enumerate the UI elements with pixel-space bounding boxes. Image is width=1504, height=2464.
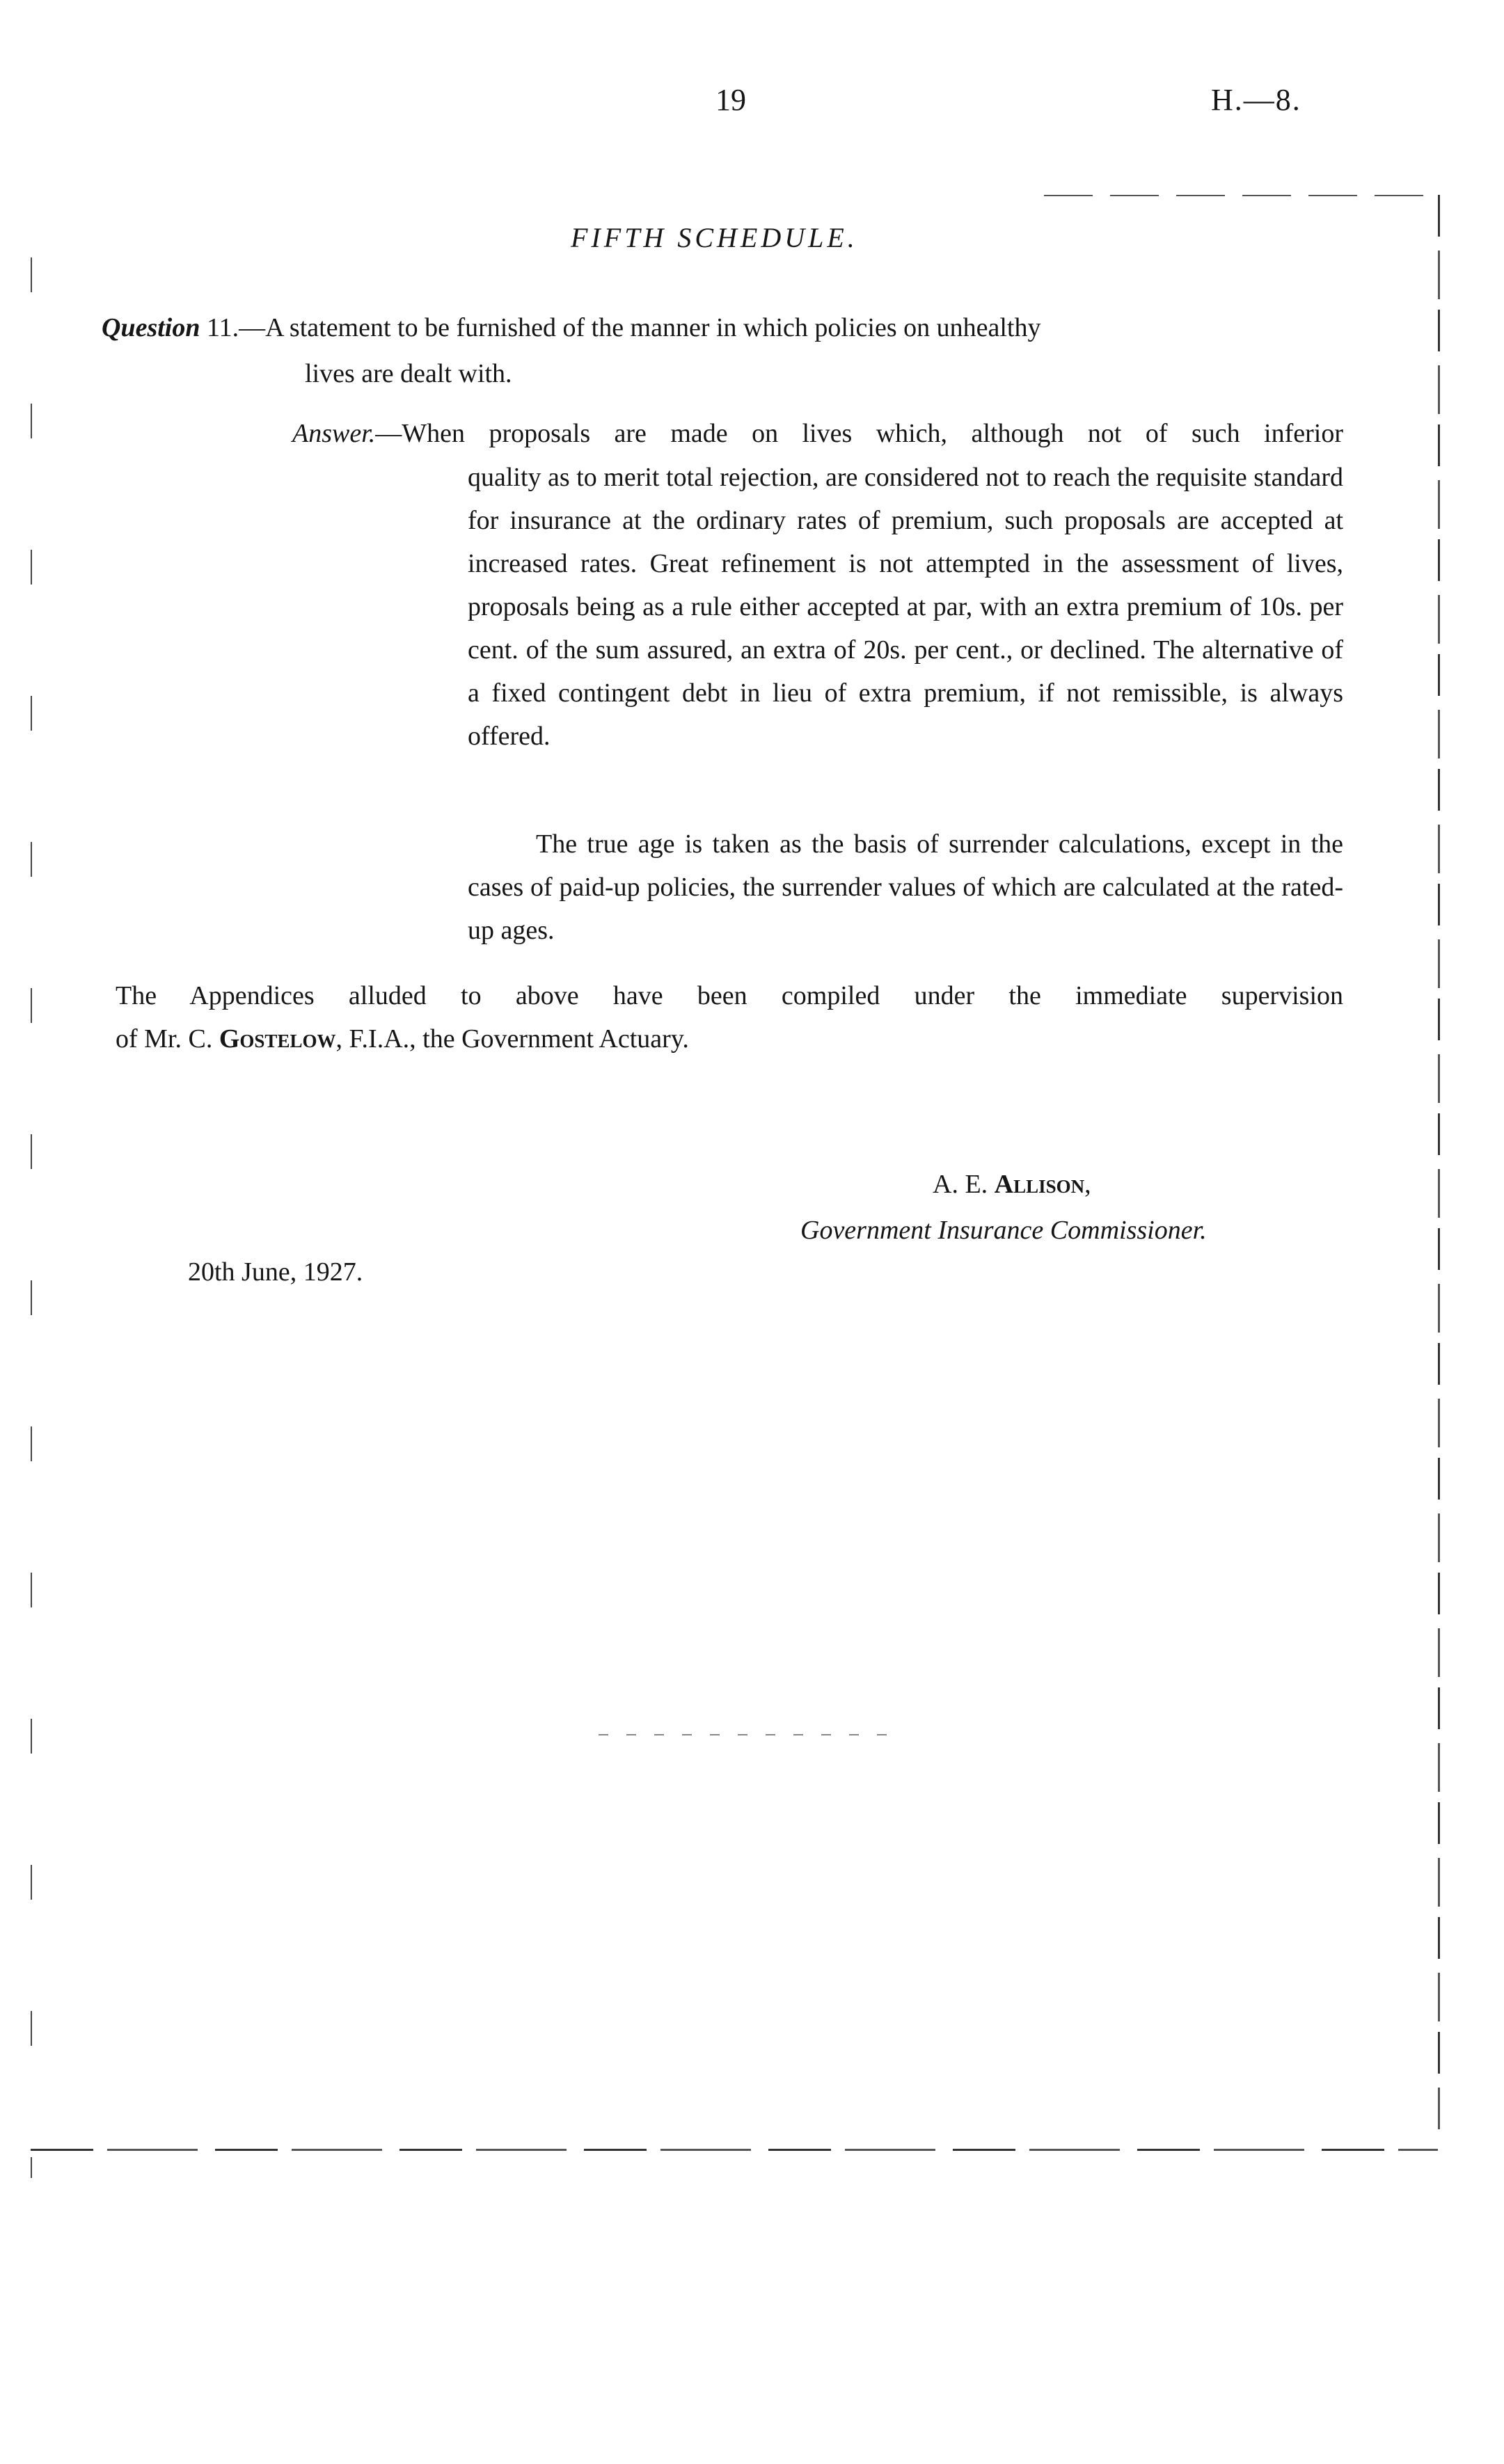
schedule-title: FIFTH SCHEDULE. — [571, 222, 858, 253]
answer-first-line — [292, 412, 1343, 455]
question-line — [102, 306, 1340, 349]
answer-first-text: —When proposals are made on lives which, although not of such inferior — [375, 419, 1343, 448]
signature-name — [933, 1169, 1091, 1200]
answer-label: Answer. — [292, 419, 376, 448]
document-code: H.—8. — [1211, 83, 1301, 117]
question-text: 11.—A statement to be furnished of the manner in which policies on unhealthy — [200, 313, 1041, 342]
answer-body: quality as to merit total rejection, are considered not to reach the requisite standard for insurance at the ordinary rates of premium, such proposals are accepted at increased rates. Great refinement is not attempted in the assessment of lives, proposals being as a rule either accepted at par, with an extra premium of 10s. per cent. of the sum assured, an extra of 20s. per cent., or declined. The alternative of a fixed contingent debt in lieu of extra premium, if not remissible, is always offered. — [468, 463, 1343, 751]
appendix-note-line1: The Appendices alluded to above have been compiled under the immediate supervision — [116, 981, 1343, 1010]
appendix-prefix: of Mr. C. — [116, 1024, 219, 1054]
document-date: 20th June, 1927. — [188, 1257, 363, 1287]
scan-dash-mid — [599, 1734, 905, 1735]
answer-paragraph-2-text: The true age is taken as the basis of surrender calculations, except in the cases of paid-up policies, the surrender values of which are calculated at the rated-up ages. — [468, 829, 1343, 945]
page-number: 19 — [715, 83, 746, 117]
scan-rule-right — [1438, 195, 1440, 2129]
signature-surname: Allison — [994, 1170, 1085, 1199]
scan-rule-top — [1044, 195, 1438, 196]
scan-rule-left — [31, 230, 32, 2178]
signature-title: Government Insurance Commissioner. — [800, 1216, 1207, 1245]
appendix-note-line2 — [116, 1017, 689, 1060]
question-continuation: lives are dealt with. — [305, 359, 512, 388]
scan-rule-bottom — [31, 2149, 1438, 2151]
appendix-suffix: , F.I.A., the Government Actuary. — [335, 1024, 689, 1054]
actuary-name: Gostelow — [219, 1024, 336, 1054]
signature-comma: , — [1084, 1170, 1091, 1199]
question-label: Question — [102, 313, 200, 342]
signature-initials: A. E. — [933, 1170, 995, 1199]
answer-paragraph-2 — [468, 822, 1343, 952]
